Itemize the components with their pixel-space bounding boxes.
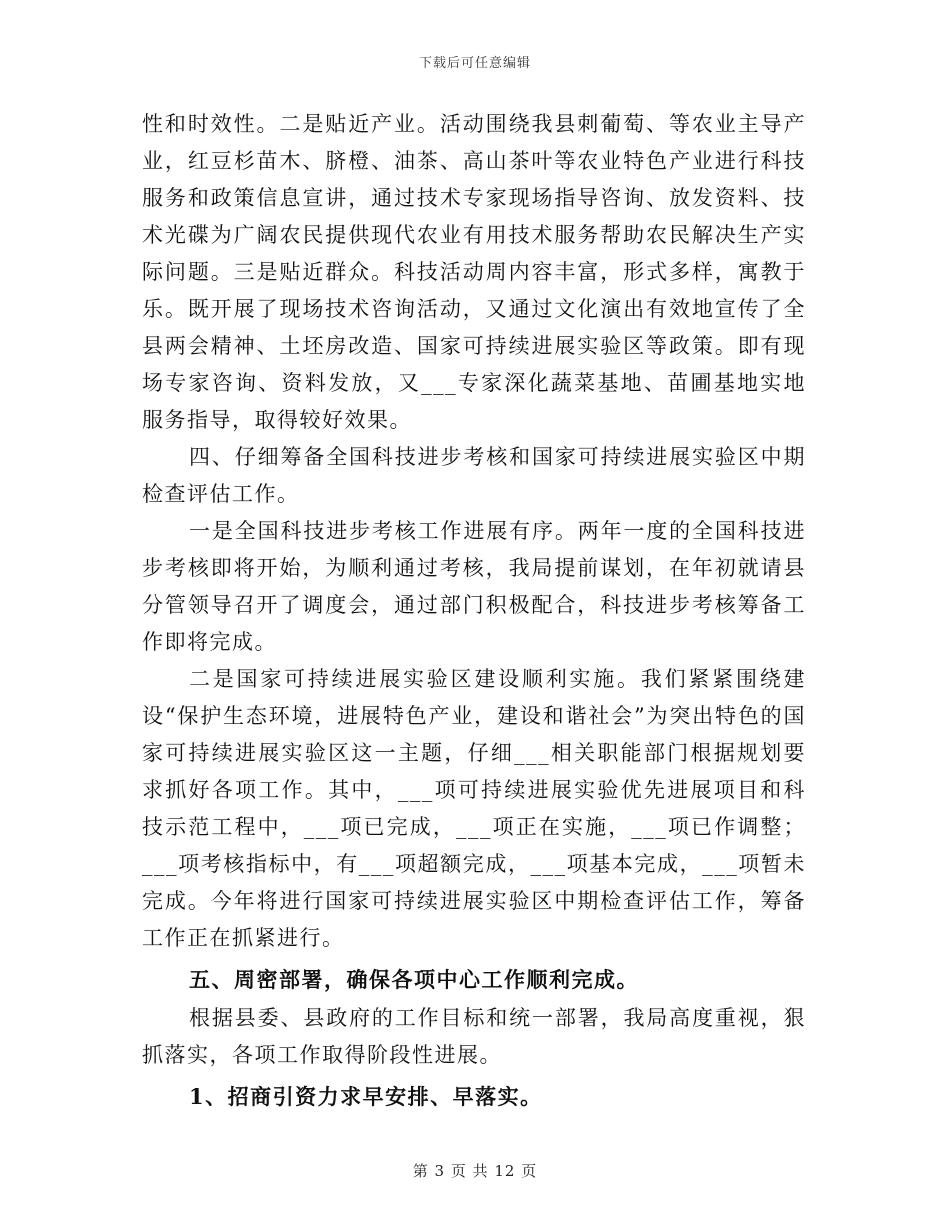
paragraph-continued-activities: 性和时效性。二是贴近产业。活动围绕我县刺葡萄、等农业主导产业，红豆杉苗木、脐橙、油茶、高山茶叶等农业特色产业进行科技服务和政策信息宣讲，通过技术专家现场指导咨询、放发资料、技术光碟为广阔农民提供现代农业有用技术服务帮助农民解决生产实际问题。三是贴近群众。科技活动周内容丰富，形式多样，寓教于乐。既开展了现场技术咨询活动，又通过文化演出有效地宣传了全县两会精神、土坯房改造、国家可持续进展实验区等政策。即有现场专家咨询、资料发放，又___专家深化蔬菜基地、苗圃基地实地服务指导，取得较好效果。 [142,112,806,432]
page-number: 第 3 页 共 12 页 [412,1162,538,1180]
page-header-note: 下载后可任意编辑 [418,56,531,71]
section-heading-four: 四、仔细筹备全国科技进步考核和国家可持续进展实验区中期检查评估工作。 [142,445,806,506]
paragraph-deployment: 根据县委、县政府的工作目标和统一部署，我局高度重视，狠抓落实，各项工作取得阶段性进展。 [142,1006,806,1067]
document-body [142,106,806,1117]
section-heading-five: 五、周密部署，确保各项中心工作顺利完成。 [189,967,639,992]
subheading-investment: 1、招商引资力求早安排、早落实。 [189,1084,543,1109]
paragraph-tech-assessment: 一是全国科技进步考核工作进展有序。两年一度的全国科技进步考核即将开始，为顺利通过考核，我局提前谋划，在年初就请县分管领导召开了调度会，通过部门积极配合，科技进步考核筹备工作即将完成。 [142,519,806,654]
paragraph-experiment-zone: 二是国家可持续进展实验区建设顺利实施。我们紧紧围绕建设“保护生态环境，进展特色产业，建设和谐社会”为突出特色的国家可持续进展实验区这一主题，仔细___相关职能部门根据规划要求抓好各项工作。其中，___项可持续进展实验优先进展项目和科技示范工程中，___项已完成，___项正在实施，___项已作调整；___项考核指标中，有___项超额完成，___项基本完成，___项暂未完成。今年将进行国家可持续进展实验区中期检查评估工作，筹备工作正在抓紧进行。 [142,667,806,950]
